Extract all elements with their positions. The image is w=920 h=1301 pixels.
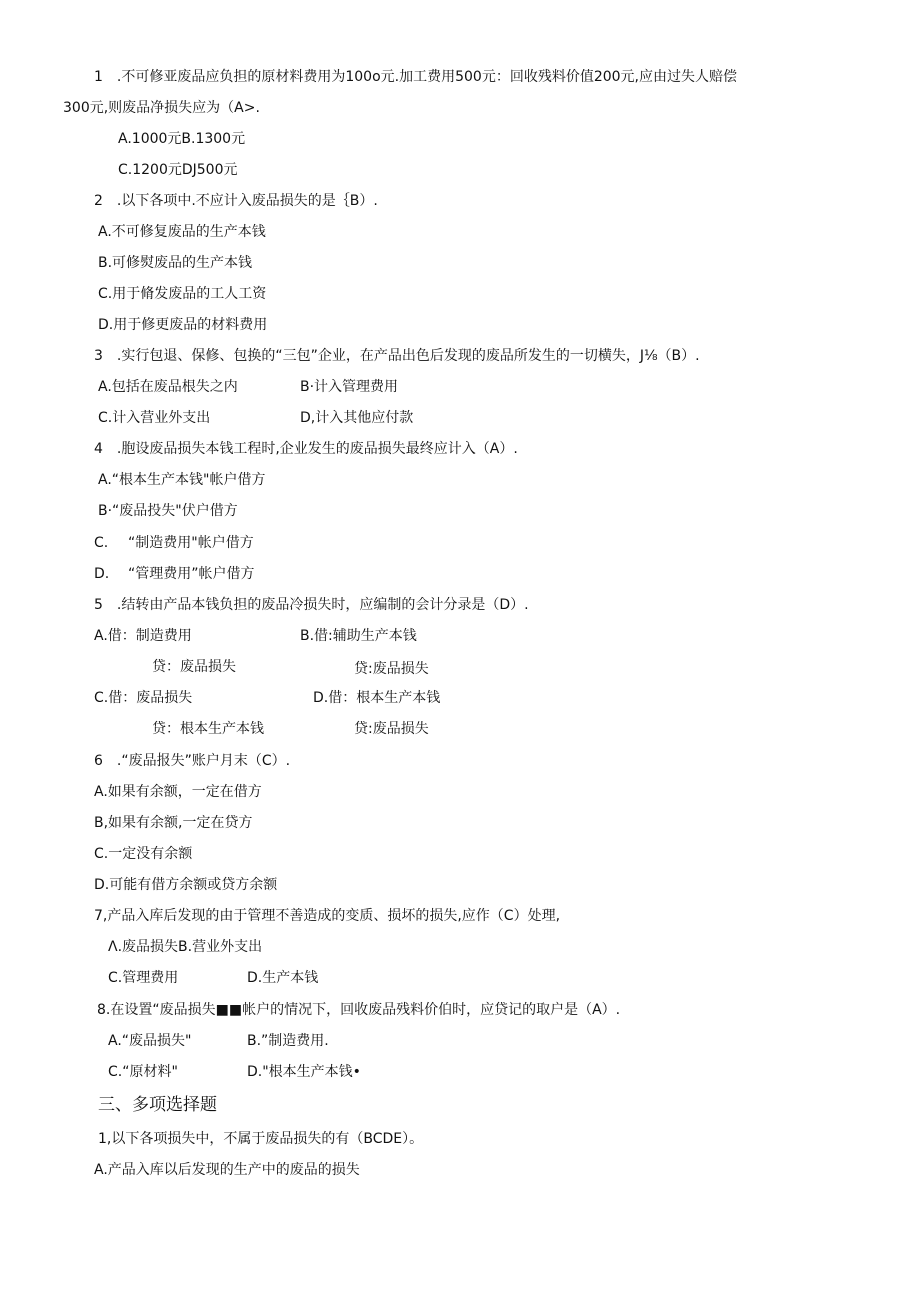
q3-option-c: C.计入营业外支出 bbox=[98, 410, 211, 426]
q5-option-d-debit: D.借：根本生产本钱 bbox=[313, 690, 441, 706]
multi-question-1: 1,以下各项损失中，不属于废品损失的有（BCDE）。 bbox=[98, 1131, 424, 1147]
section-heading-multiple-choice: 三、多项选择题 bbox=[98, 1095, 217, 1115]
q5-option-b-credit: 贷:废品损失 bbox=[354, 661, 429, 677]
q6-option-c: C.一定没有余额 bbox=[94, 846, 193, 862]
question-6: 6 .“废品报失”账户月末（C）. bbox=[94, 753, 291, 769]
q4-option-a: A.“根本生产本钱"帐户借方 bbox=[98, 472, 266, 488]
q4-option-b: B·“废品投失"伏户借方 bbox=[98, 503, 238, 519]
question-1: 1 .不可修亚废品应负担的原材料费用为100o元.加工费用500元：回收残料价值200元,应由过失人赔偿 bbox=[94, 69, 737, 85]
question-4: 4 .胞设废品损失本钱工程时,企业发生的废品损失最终应计入（A）. bbox=[94, 441, 518, 457]
q8-option-d: D."根本生产本钱• bbox=[247, 1064, 361, 1080]
q3-option-b: B·计入管理费用 bbox=[300, 379, 399, 395]
q4-option-d-letter: D. bbox=[94, 566, 110, 582]
q7-option-d: D.生产本钱 bbox=[247, 970, 319, 986]
q5-option-c-debit: C.借：废品损失 bbox=[94, 690, 193, 706]
q5-option-d-credit-cut: 贷:废品损失 bbox=[354, 721, 429, 737]
q5-option-c-credit: 贷：根本生产本钱 bbox=[152, 721, 264, 737]
q1-options-cd: C.1200元DJ500元 bbox=[118, 162, 238, 178]
q5-option-a-debit: A.借：制造费用 bbox=[94, 628, 192, 644]
q3-option-a: A.包括在废品根失之内 bbox=[98, 379, 238, 395]
question-2: 2 .以下各项中.不应计入废品损失的是｛B）. bbox=[94, 193, 378, 209]
q5-option-b-debit: B.借:辅助生产本钱 bbox=[300, 628, 417, 644]
q8-option-a: A.“废品损失" bbox=[108, 1033, 192, 1049]
q2-option-a: A.不可修复废品的生产本钱 bbox=[98, 224, 266, 240]
question-1-cont: 300元,则废品净损失应为（A>. bbox=[63, 100, 260, 116]
q8-option-c: C.“原材料" bbox=[108, 1064, 178, 1080]
q8-option-b: B.”制造费用. bbox=[247, 1033, 329, 1049]
q2-option-c: C.用于脩发废品的工人工资 bbox=[98, 286, 267, 302]
multi-q1-option-a: A.产品入库以后发现的生产中的废品的损失 bbox=[94, 1162, 360, 1178]
q5-option-a-credit: 贷：废品损失 bbox=[152, 659, 236, 675]
q4-option-c: “制造费用"帐户借方 bbox=[128, 535, 254, 551]
q1-options-ab: A.1000元B.1300元 bbox=[118, 131, 246, 147]
q7-option-c: C.管理费用 bbox=[108, 970, 179, 986]
question-7: 7,产品入库后发现的由于管理不善造成的变质、损坏的损失,应作（C）处理, bbox=[94, 908, 561, 924]
q4-option-d: “管理费用”帐户借方 bbox=[128, 566, 255, 582]
q6-option-a: A.如果有余额，一定在借方 bbox=[94, 784, 262, 800]
q2-option-d: D.用于修更废品的材料费用 bbox=[98, 317, 268, 333]
question-8: 8.在设置“废品损失■■帐户的情况下，回收废品残料价伯时，应贷记的取户是（A）. bbox=[97, 1002, 621, 1018]
q6-option-b: B,如果有余额,一定在贷方 bbox=[94, 815, 253, 831]
q7-options-ab: Λ.废品损失B.营业外支出 bbox=[108, 939, 263, 955]
question-5: 5 .结转由产品本钱负担的废品冷损失时，应编制的会计分录是（D）. bbox=[94, 597, 529, 613]
q3-option-d: D,计入其他应付款 bbox=[300, 410, 414, 426]
question-3: 3 .实行包退、保修、包换的“三包”企业，在产品出色后发现的废品所发生的一切横失，J⅛（B）. bbox=[94, 348, 700, 364]
q2-option-b: B.可修熨废品的生产本钱 bbox=[98, 255, 253, 271]
q4-option-c-letter: C. bbox=[94, 535, 109, 551]
q6-option-d: D.可能有借方余额或贷方余额 bbox=[94, 877, 278, 893]
